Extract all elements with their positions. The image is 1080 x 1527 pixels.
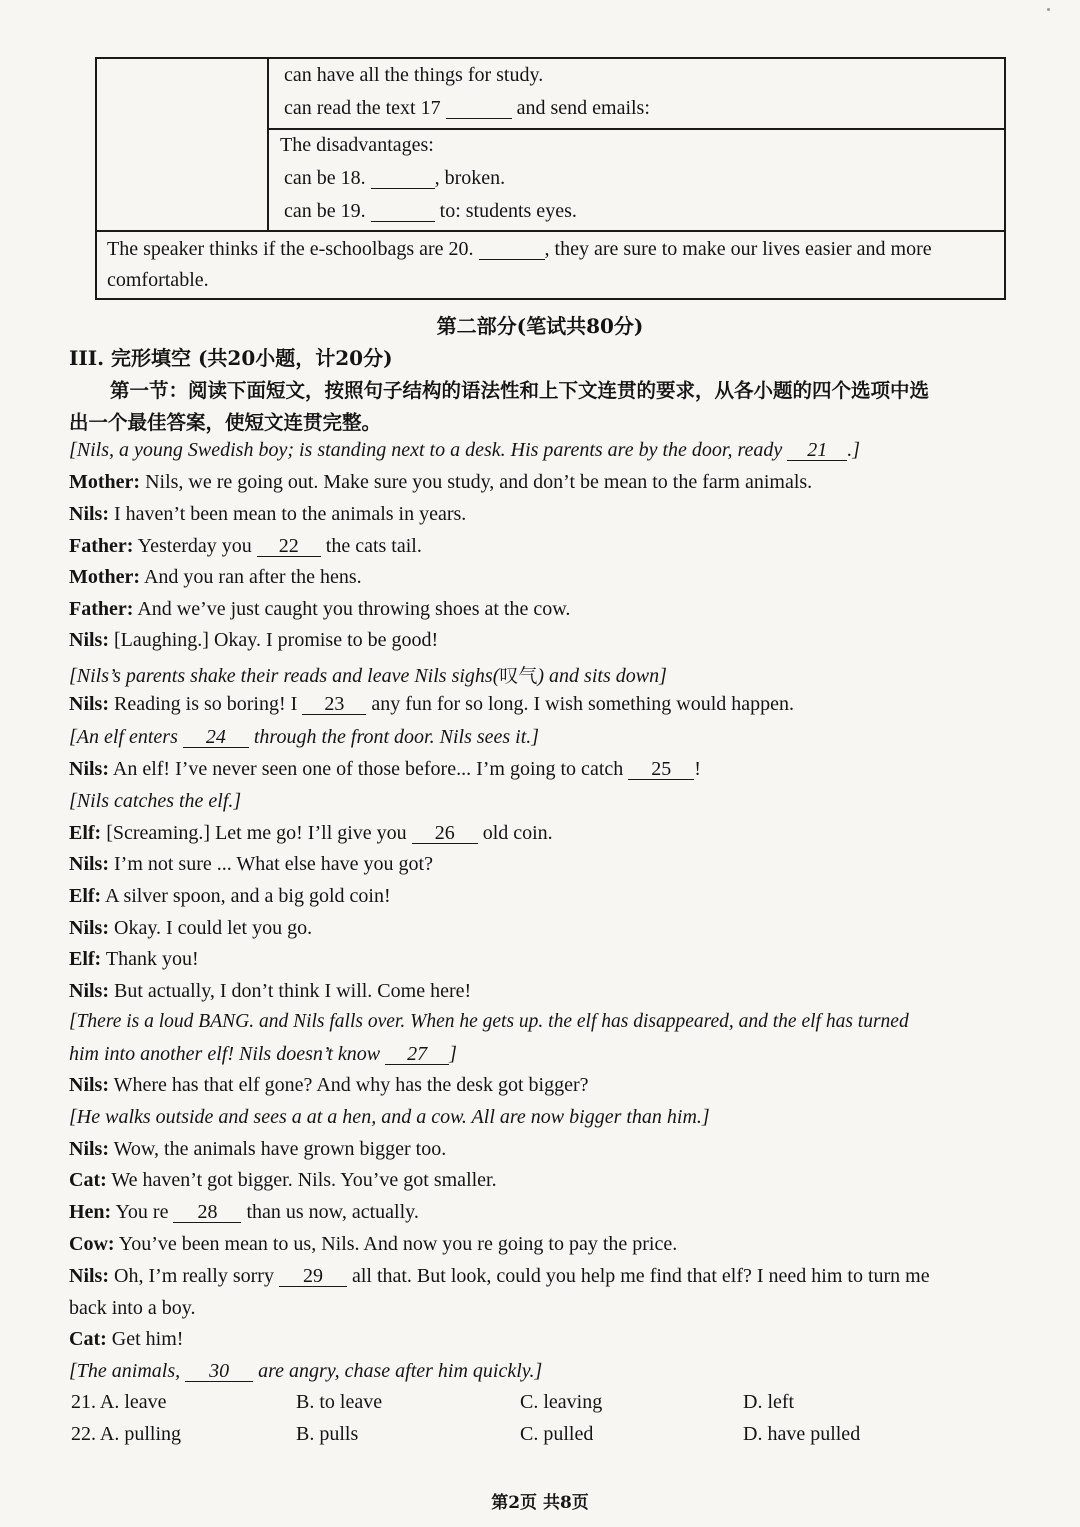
stage-direction: [Nils, a young Swedish boy; is standing next to a desk. His parents are by the door, ready 21 .] — [69, 439, 861, 461]
dialogue-line: Father: And we’ve just caught you throwing shoes at the cow. — [69, 598, 571, 620]
dialogue-line: Cow: You’ve been mean to us, Nils. And now you re going to pay the price. — [69, 1233, 678, 1255]
table-text: comfortable. — [107, 269, 209, 291]
table-divider — [269, 128, 1004, 130]
table-text: can be 18. , broken. — [284, 167, 506, 189]
option-q21-d: D. left — [743, 1391, 795, 1413]
dialogue-line: Nils: [Laughing.] Okay. I promise to be good! — [69, 629, 439, 651]
dialogue-line: Elf: A silver spoon, and a big gold coin! — [69, 885, 391, 907]
dialogue-line: Nils: Where has that elf gone? And why has the desk got bigger? — [69, 1074, 589, 1096]
answer-blank: 21 — [787, 440, 847, 461]
stage-direction: [He walks outside and sees a at a hen, and a cow. All are now bigger than him.] — [69, 1106, 710, 1128]
answer-blank: 22 — [257, 536, 321, 557]
dialogue-line: Nils: Reading is so boring! I 23 any fun for so long. I wish something would happen. — [69, 693, 795, 715]
table-text: can be 19. to: students eyes. — [284, 200, 577, 222]
table-divider — [97, 230, 1004, 232]
option-q21-a: 21. A. leave — [71, 1391, 167, 1413]
section-title: III. 完形填空 (共20小题，计20分) — [69, 346, 393, 370]
option-q22-b: B. pulls — [296, 1423, 359, 1445]
stage-direction: [Nils catches the elf.] — [69, 790, 242, 812]
stage-direction: him into another elf! Nils doesn’t know 27 ] — [69, 1043, 457, 1065]
answer-blank — [446, 98, 512, 119]
answer-blank: 27 — [385, 1044, 449, 1065]
table-text: can read the text 17 and send emails: — [284, 97, 650, 119]
dialogue-line: Elf: Thank you! — [69, 948, 199, 970]
dialogue-line: Nils: An elf! I’ve never seen one of those before... I’m going to catch 25 ! — [69, 758, 701, 780]
dialogue-line: back into a boy. — [69, 1297, 196, 1319]
stage-direction: [Nils’s parents shake their reads and leave Nils sighs(叹气) and sits down] — [69, 665, 667, 687]
dialogue-line: Nils: Wow, the animals have grown bigger too. — [69, 1138, 447, 1160]
option-q22-c: C. pulled — [520, 1423, 594, 1445]
answer-blank: 24 — [183, 727, 249, 748]
instruction-text: 出一个最佳答案，使短文连贯完整。 — [69, 411, 382, 434]
dialogue-line: Elf: [Screaming.] Let me go! I’ll give you 26 old coin. — [69, 822, 553, 844]
option-q22-d: D. have pulled — [743, 1423, 861, 1445]
dialogue-line: Mother: And you ran after the hens. — [69, 566, 362, 588]
summary-table — [95, 57, 1006, 300]
option-q21-b: B. to leave — [296, 1391, 383, 1413]
dialogue-line: Cat: We haven’t got bigger. Nils. You’ve got smaller. — [69, 1169, 497, 1191]
instruction-text: 第一节：阅读下面短文，按照句子结构的语法性和上下文连贯的要求，从各小题的四个选项中选 — [110, 379, 930, 402]
answer-blank: 26 — [412, 823, 478, 844]
table-text: The speaker thinks if the e-schoolbags are 20. , they are sure to make our lives easier and more — [107, 238, 932, 260]
stage-direction: [There is a loud BANG. and Nils falls over. When he gets up. the elf has disappeared, and the elf has turned — [69, 1011, 909, 1032]
answer-blank: 28 — [173, 1202, 241, 1223]
answer-blank — [479, 239, 545, 260]
table-left-cell — [97, 59, 269, 230]
answer-blank: 25 — [628, 759, 694, 780]
dialogue-line: Father: Yesterday you 22 the cats tail. — [69, 535, 422, 557]
dialogue-line: Cat: Get him! — [69, 1328, 184, 1350]
dialogue-line: Nils: Okay. I could let you go. — [69, 917, 313, 939]
answer-blank: 30 — [185, 1361, 253, 1382]
page-number: 第2页 共8页 — [491, 1493, 589, 1513]
stage-direction: [The animals, 30 are angry, chase after him quickly.] — [69, 1360, 543, 1382]
dialogue-line: Mother: Nils, we re going out. Make sure you study, and don’t be mean to the farm animals. — [69, 471, 813, 493]
stage-direction: [An elf enters 24 through the front door. Nils sees it.] — [69, 726, 540, 748]
dialogue-line: Nils: But actually, I don’t think I will. Come here! — [69, 980, 472, 1002]
dialogue-line: Nils: I haven’t been mean to the animals in years. — [69, 503, 467, 525]
table-text: can have all the things for study. — [284, 64, 544, 86]
table-text: The disadvantages: — [280, 134, 434, 156]
part-title: 第二部分(笔试共80分) — [436, 314, 644, 338]
answer-blank: 29 — [279, 1266, 347, 1287]
option-q21-c: C. leaving — [520, 1391, 603, 1413]
answer-blank — [371, 201, 435, 222]
answer-blank: 23 — [302, 694, 366, 715]
option-q22-a: 22. A. pulling — [71, 1423, 182, 1445]
answer-blank — [371, 168, 435, 189]
scan-speck — [1047, 8, 1050, 11]
dialogue-line: Hen: You re 28 than us now, actually. — [69, 1201, 419, 1223]
dialogue-line: Nils: I’m not sure ... What else have you got? — [69, 853, 433, 875]
dialogue-line: Nils: Oh, I’m really sorry 29 all that. But look, could you help me find that elf? I need him to turn me — [69, 1265, 930, 1287]
